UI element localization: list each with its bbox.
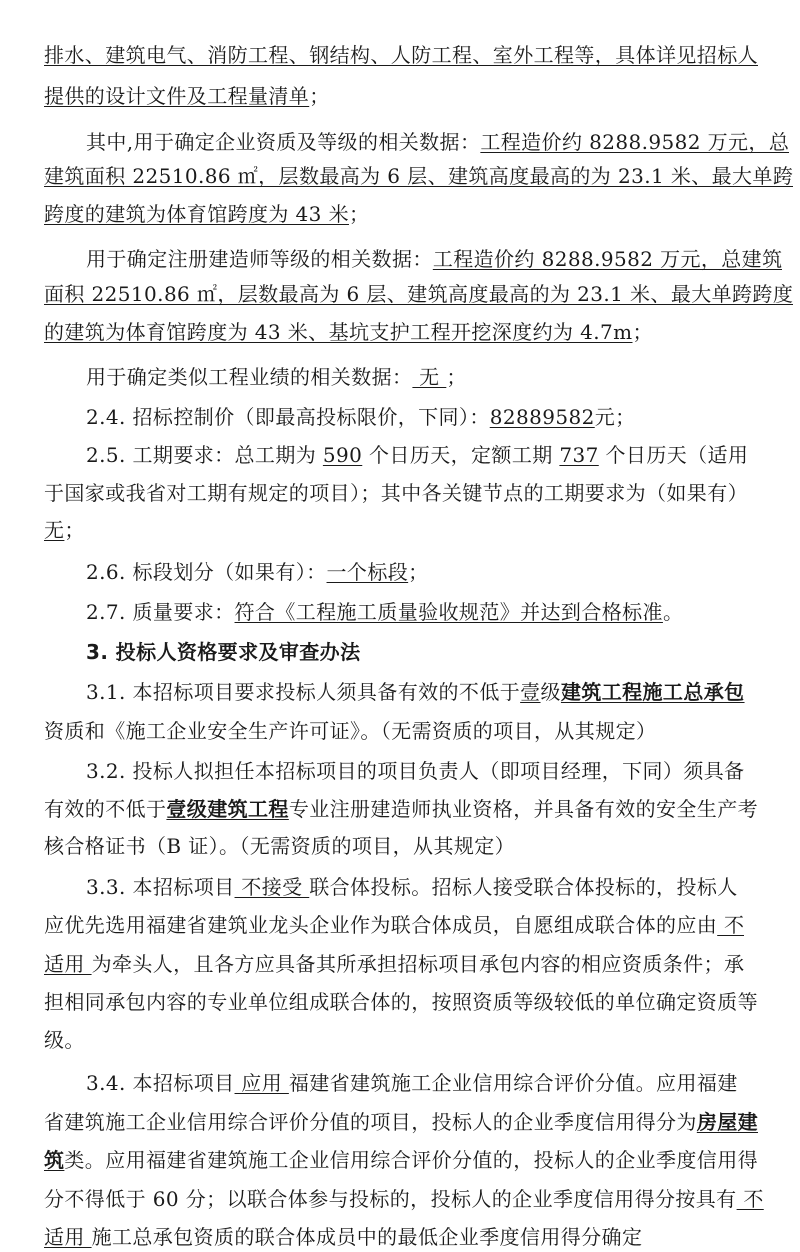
- text-run: 担相同承包内容的专业单位组成联合体的，按照资质等级较低的单位确定资质等: [44, 990, 758, 1014]
- text-run: 3.4. 本招标项目: [86, 1071, 235, 1095]
- text-run: 核合格证书（B 证）。（无需资质的项目，从其规定）: [44, 834, 516, 858]
- text-run: 。: [662, 600, 684, 624]
- text-line: [44, 949, 744, 979]
- text-run: 级: [540, 680, 561, 704]
- text-run: 联合体投标。招标人接受联合体投标的，投标人: [309, 875, 738, 899]
- filled-field: 建筑面积 22510.86 ㎡，层数最高为 6 层、建筑高度最高的为 23.1 米、最大单跨: [44, 164, 794, 188]
- text-line: [44, 831, 515, 861]
- text-line: [86, 402, 636, 432]
- text-line: [44, 716, 656, 746]
- text-run: ；: [64, 518, 85, 542]
- text-run: 2.7. 质量要求：: [86, 600, 235, 624]
- text-run: 有效的不低于: [44, 797, 167, 821]
- text-run: 于国家或我省对工期有规定的项目）；其中各关键节点的工期要求为（如果有）: [44, 481, 748, 505]
- text-run: 省建筑施工企业信用综合评价分值的项目，投标人的企业季度信用得分为: [44, 1110, 697, 1134]
- filled-field: 工程造价约 8288.9582 万元，总: [480, 130, 790, 154]
- text-run: 专业注册建造师执业资格，并具备有效的安全生产考: [288, 797, 759, 821]
- text-line: [44, 1145, 758, 1175]
- filled-field: 壹级建筑工程: [166, 797, 289, 821]
- text-line: [44, 515, 85, 545]
- filled-field: 不接受: [234, 875, 310, 899]
- text-run: 3.2. 投标人拟担任本招标项目的项目负责人（即项目经理，下同）须具备: [86, 759, 745, 783]
- filled-field: 应用: [234, 1071, 289, 1095]
- text-run: 应优先选用福建省建筑业龙头企业作为联合体成员，自愿组成联合体的应由: [44, 913, 718, 937]
- text-run: 2.6. 标段划分（如果有）：: [86, 560, 327, 584]
- filled-field: 筑: [44, 1148, 65, 1172]
- text-line: [44, 478, 748, 508]
- text-line: [44, 794, 758, 824]
- text-line: [44, 317, 653, 347]
- text-line: [86, 557, 429, 587]
- text-line: [44, 161, 793, 191]
- text-run: 2.4. 招标控制价（即最高投标限价，下同）：: [86, 405, 490, 429]
- text-run: 3.3. 本招标项目: [86, 875, 235, 899]
- filled-field: 82889582: [489, 405, 595, 429]
- text-run: 分不得低于 60 分；以联合体参与投标的，投标人的企业季度信用得分按具有: [44, 1187, 737, 1211]
- text-line: [86, 637, 360, 667]
- filled-field: 无: [412, 365, 447, 389]
- text-line: [86, 756, 745, 786]
- text-run: ；: [632, 320, 653, 344]
- text-line: [86, 1068, 738, 1098]
- filled-field: 建筑工程施工总承包: [560, 680, 745, 704]
- filled-field: 符合《工程施工质量验收规范》并达到合格标准: [234, 600, 663, 624]
- filled-field: 不: [736, 1187, 764, 1211]
- filled-field: 737: [559, 443, 599, 467]
- text-line: [86, 362, 467, 392]
- text-run: 用于确定类似工程业绩的相关数据：: [86, 365, 413, 389]
- text-run: 元；: [594, 405, 636, 429]
- text-run: 2.5. 工期要求：总工期为: [86, 443, 323, 467]
- filled-field: 不: [717, 913, 745, 937]
- text-line: [44, 199, 369, 229]
- text-run: 级。: [44, 1028, 85, 1052]
- text-line: [44, 987, 758, 1017]
- filled-field: 590: [322, 443, 363, 467]
- filled-field: 提供的设计文件及工程量清单: [44, 84, 310, 108]
- filled-field: 一个标段: [326, 560, 409, 584]
- text-run: 其中,用于确定企业资质及等级的相关数据：: [86, 130, 481, 154]
- text-line: [86, 597, 683, 627]
- filled-field: 工程造价约 8288.9582 万元，总建筑: [432, 247, 783, 271]
- text-line: [44, 279, 793, 309]
- text-line: [44, 1107, 758, 1137]
- text-line: [44, 81, 330, 111]
- filled-field: 壹: [520, 680, 541, 704]
- text-run: 3.1. 本招标项目要求投标人须具备有效的不低于: [86, 680, 521, 704]
- filled-field: 无: [44, 518, 65, 542]
- text-line: [44, 910, 744, 940]
- filled-field: 房屋建: [696, 1110, 759, 1134]
- filled-field: 排水、建筑电气、消防工程、钢结构、人防工程、室外工程等，具体详见招标人: [44, 43, 758, 67]
- text-line: [44, 1025, 85, 1055]
- text-run: ；: [348, 202, 370, 226]
- text-line: [44, 1222, 642, 1252]
- text-line: [86, 244, 782, 274]
- filled-field: 适用: [44, 952, 92, 976]
- text-run: 用于确定注册建造师等级的相关数据：: [86, 247, 433, 271]
- text-line: [86, 872, 738, 902]
- filled-field: 的建筑为体育馆跨度为 43 米、基坑支护工程开挖深度约为 4.7m: [44, 320, 633, 344]
- text-run: 个日历天，定额工期: [362, 443, 560, 467]
- text-run: ；: [446, 365, 467, 389]
- text-run: ；: [408, 560, 429, 584]
- filled-field: 跨度的建筑为体育馆跨度为 43 米: [44, 202, 349, 226]
- text-line: [44, 40, 758, 70]
- text-run: ；: [309, 84, 330, 108]
- text-line: [86, 677, 745, 707]
- filled-field: 面积 22510.86 ㎡，层数最高为 6 层、建筑高度最高的为 23.1 米、最大单跨跨度: [44, 282, 794, 306]
- section-heading: 3. 投标人资格要求及审查办法: [86, 640, 361, 664]
- text-run: 福建省建筑施工企业信用综合评价分值。应用福建: [288, 1071, 738, 1095]
- text-line: [86, 127, 789, 157]
- filled-field: 适用: [44, 1225, 92, 1249]
- text-run: 类。应用福建省建筑施工企业信用综合评价分值的，投标人的企业季度信用得: [64, 1148, 759, 1172]
- text-run: 个日历天（适用: [598, 443, 749, 467]
- text-line: [44, 1184, 764, 1214]
- text-run: 施工总承包资质的联合体成员中的最低企业季度信用得分确定: [91, 1225, 643, 1249]
- text-run: 为牵头人，且各方应具备其所承担招标项目承包内容的相应资质条件；承: [91, 952, 745, 976]
- text-run: 资质和《施工企业安全生产许可证》。（无需资质的项目，从其规定）: [44, 719, 657, 743]
- text-line: [86, 440, 748, 470]
